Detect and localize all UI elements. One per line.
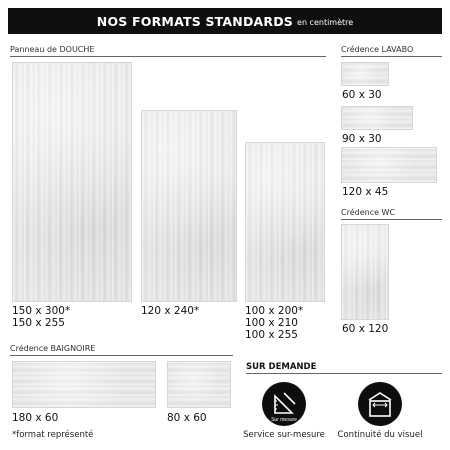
- service-label: Continuité du visuel: [337, 430, 423, 440]
- sur-mesure-circle: [262, 382, 306, 426]
- section-title-wc: Crédence WC: [341, 208, 442, 220]
- format-label: 90 x 30: [342, 133, 382, 145]
- service-label: Service sur-mesure: [243, 430, 325, 440]
- format-label: 60 x 120: [342, 323, 389, 335]
- format-label: 100 x 200* 100 x 210 100 x 255: [245, 305, 304, 341]
- format-label: 60 x 30: [342, 89, 382, 101]
- panel-baignoire-80x60: [167, 361, 231, 408]
- format-label: 180 x 60: [12, 412, 59, 424]
- format-note: *format représenté: [12, 430, 94, 440]
- format-label: 120 x 240*: [141, 305, 200, 317]
- format-label: 150 x 300* 150 x 255: [12, 305, 71, 329]
- header-banner: [8, 8, 442, 34]
- frame-arrows-icon: [358, 382, 402, 426]
- panel-douche-150x300: [12, 62, 132, 302]
- section-title-sur-demande: SUR DEMANDE: [246, 362, 317, 372]
- section-divider: [246, 373, 442, 374]
- header-subtitle: en centimètre: [297, 18, 354, 27]
- badge-text: Sur mesure: [271, 417, 297, 423]
- panel-wc-60x120: [341, 224, 389, 320]
- section-title-lavabo: Crédence LAVABO: [341, 45, 442, 57]
- format-label: 80 x 60: [167, 412, 207, 424]
- panel-lavabo-90x30: [341, 106, 413, 130]
- panel-baignoire-180x60: [12, 361, 156, 408]
- section-title-douche: Panneau de DOUCHE: [10, 45, 326, 57]
- panel-douche-100x200: [245, 142, 325, 302]
- ruler-triangle-icon: [262, 382, 306, 426]
- format-label: 120 x 45: [342, 186, 389, 198]
- panel-lavabo-60x30: [341, 62, 389, 86]
- section-title-baignoire: Crédence BAIGNOIRE: [10, 344, 233, 356]
- panel-douche-120x240: [141, 110, 237, 302]
- continuite-circle: [358, 382, 402, 426]
- panel-lavabo-120x45: [341, 147, 437, 183]
- header-title: NOS FORMATS STANDARDS: [96, 13, 294, 29]
